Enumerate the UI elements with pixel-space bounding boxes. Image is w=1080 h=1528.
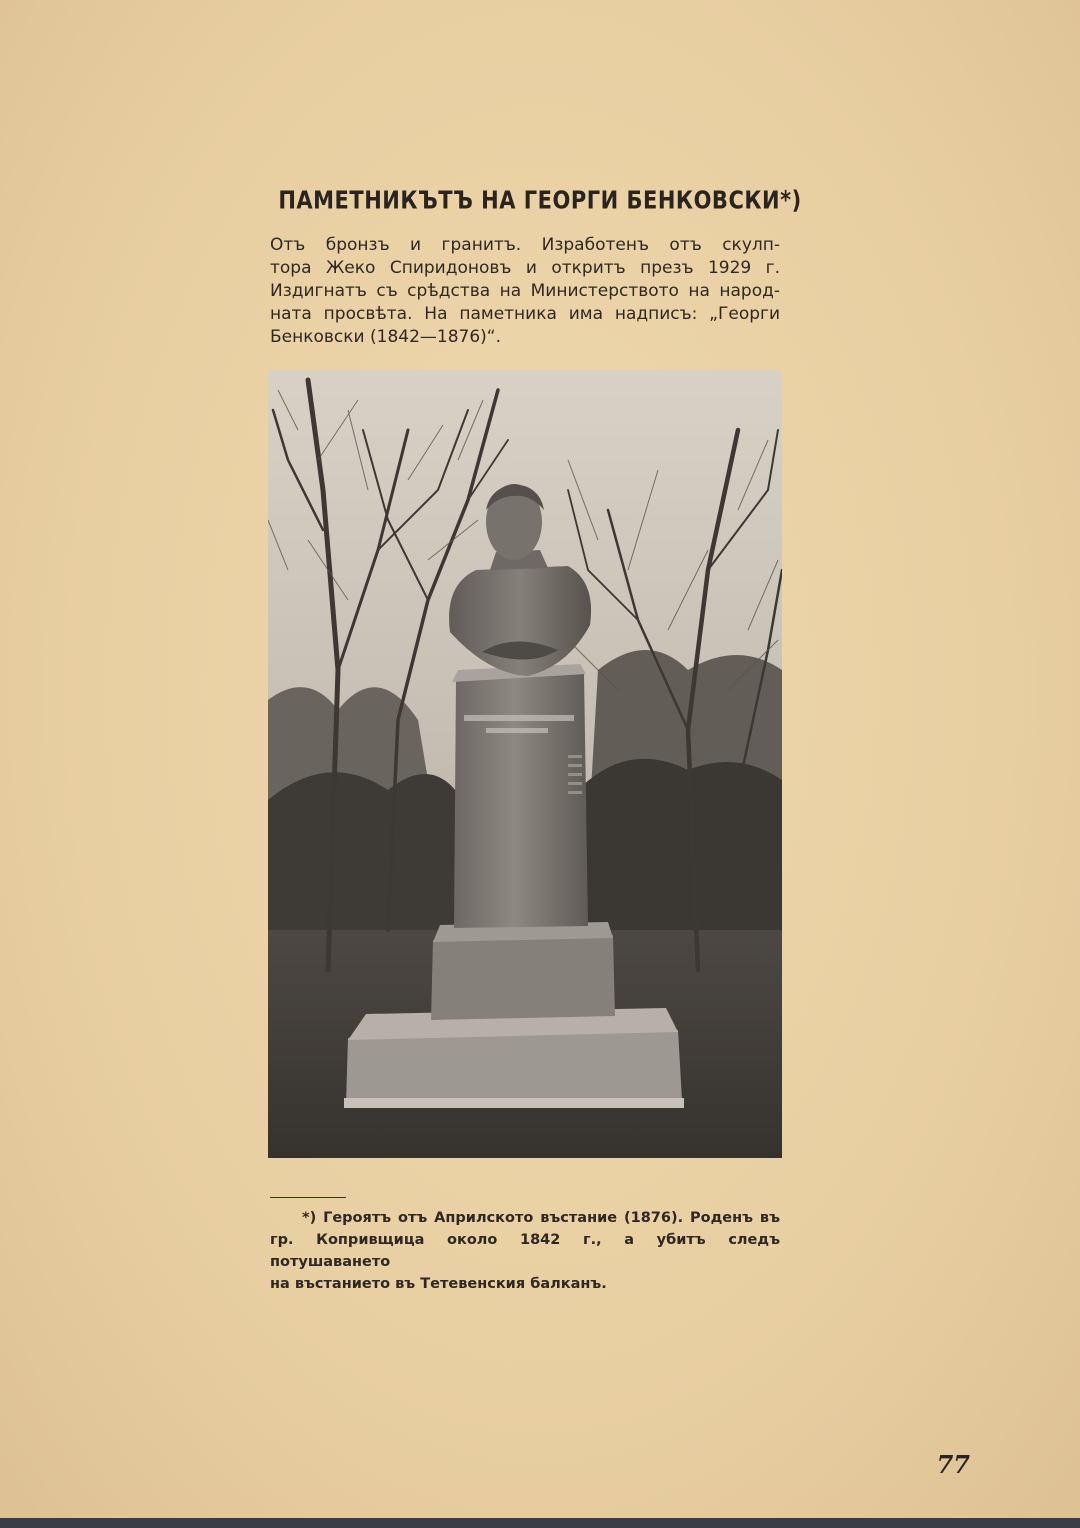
intro-line: ната просвѣта. На паметника има надписъ: „Георги [270, 304, 780, 324]
intro-line: Издигнатъ съ срѣдства на Министерството на народ- [270, 281, 780, 301]
page-edge [0, 1518, 1080, 1528]
intro-line: Бенковски (1842—1876)“. [270, 327, 501, 347]
monument-photo [268, 370, 782, 1158]
footnote-line: на въстанието въ Тетевенския балканъ. [270, 1276, 607, 1292]
intro-paragraph [270, 234, 780, 349]
footnote-line: гр. Копривщица около 1842 г., а убитъ следъ потушаването [270, 1232, 780, 1270]
footnote-separator [270, 1197, 346, 1198]
footnote-line: *) Героятъ отъ Априлското въстание (1876). Роденъ въ [302, 1210, 780, 1226]
page-number: 77 [936, 1450, 970, 1479]
footnote [270, 1207, 780, 1295]
page-title: ПАМЕТНИКЪТЪ НА ГЕОРГИ БЕНКОВСКИ*) [278, 186, 802, 215]
monument-illustration [268, 370, 782, 1158]
intro-line: Отъ бронзъ и гранитъ. Изработенъ отъ скулп- [270, 235, 780, 255]
intro-line: тора Жеко Спиридоновъ и откритъ презъ 1929 г. [270, 258, 780, 278]
